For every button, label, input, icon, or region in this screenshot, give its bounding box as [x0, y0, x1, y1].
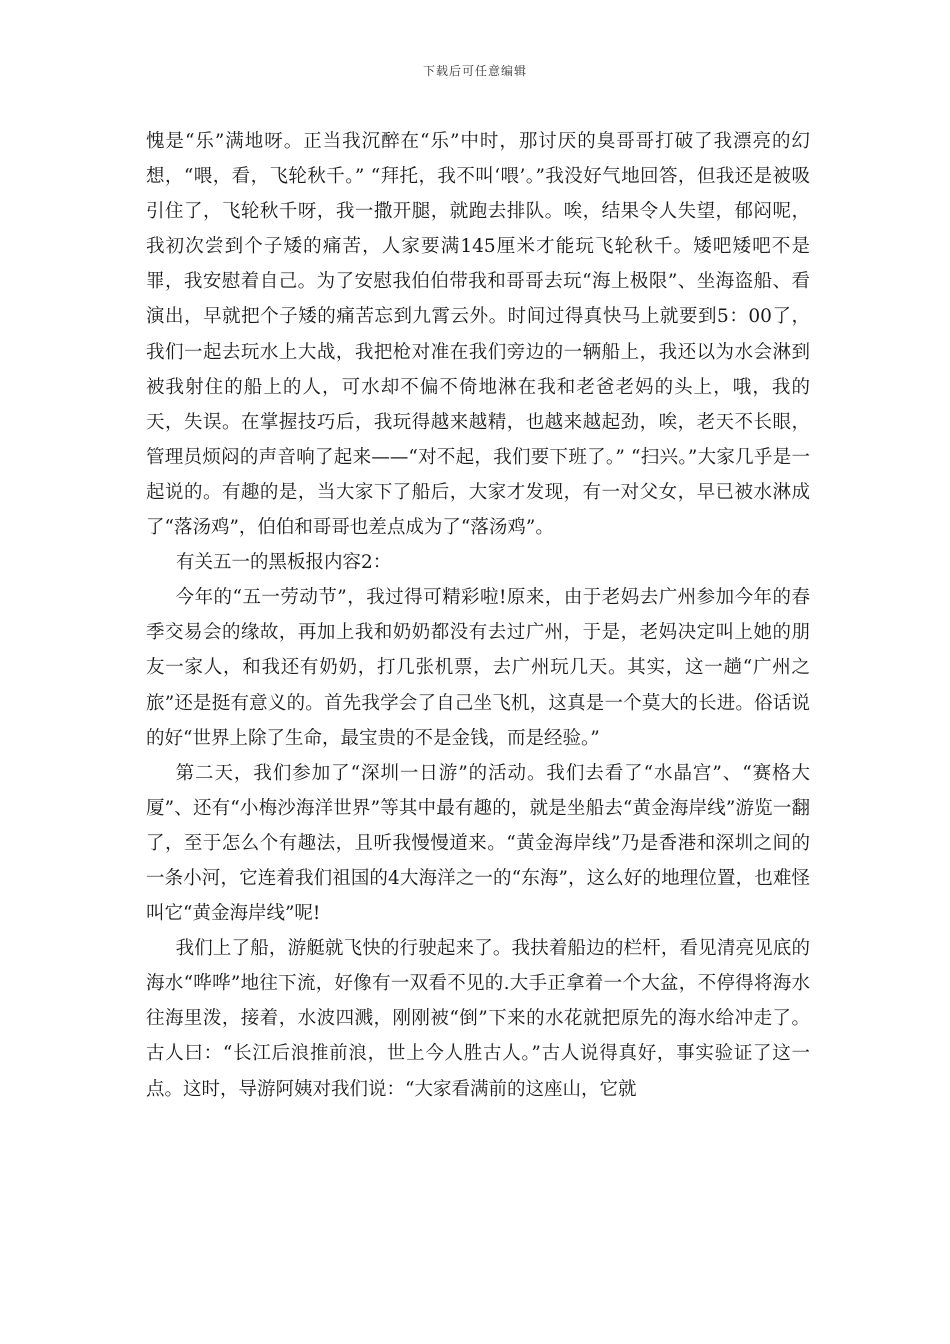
- section-heading: 有关五一的黑板报内容2：: [176, 552, 392, 574]
- page-header: 下载后可任意编辑: [422, 64, 527, 78]
- document-body: [146, 124, 810, 1107]
- paragraph-2: 今年的“五一劳动节”，我过得可精彩啦!原来，由于老妈去广州参加今年的春季交易会的缘故，再加上我和奶奶都没有去过广州，于是，老妈决定叫上她的朋友一家人，和我还有奶奶，打几张机票，去广州玩几天。其实，这一趟“广州之旅”还是挺有意义的。首先我学会了自己坐飞机，这真是一个莫大的长进。俗话说的好“世界上除了生命，最宝贵的不是金钱，而是经验。”: [146, 587, 810, 749]
- paragraph-1: 愧是“乐”满地呀。正当我沉醉在“乐”中时，那讨厌的臭哥哥打破了我漂亮的幻想，“喂，看，飞轮秋千。” “拜托，我不叫‘喂’。”我没好气地回答，但我还是被吸引住了，飞轮秋千呀，我一撒开腿，就跑去排队。唉，结果令人失望，郁闷呢，我初次尝到个子矮的痛苦，人家要满145厘米才能玩飞轮秋千。矮吧矮吧不是罪，我安慰着自己。为了安慰我伯伯带我和哥哥去玩“海上极限”、坐海盗船、看演出，早就把个子矮的痛苦忘到九霄云外。时间过得真快马上就要到5：00了，我们一起去玩水上大战，我把枪对准在我们旁边的一辆船上，我还以为水会淋到被我射住的船上的人，可水却不偏不倚地淋在我和老爸老妈的头上，哦，我的天，失误。在掌握技巧后，我玩得越来越精，也越来越起劲，唉，老天不长眼，管理员烦闷的声音响了起来——“对不起，我们要下班了。” “扫兴。”大家几乎是一起说的。有趣的是，当大家下了船后，大家才发现，有一对父女，早已被水淋成了“落汤鸡”，伯伯和哥哥也差点成为了“落汤鸡”。: [146, 131, 810, 539]
- paragraph-3: 第二天，我们参加了“深圳一日游”的活动。我们去看了“水晶宫”、“赛格大厦”、还有“小梅沙海洋世界”等其中最有趣的，就是坐船去“黄金海岸线”游览一翻了，至于怎么个有趣法，且听我慢慢道来。“黄金海岸线”乃是香港和深圳之间的一条小河，它连着我们祖国的4大海洋之一的“东海”，这么好的地理位置，也难怪叫它“黄金海岸线”呢!: [146, 762, 810, 925]
- paragraph-4: 我们上了船，游艇就飞快的行驶起来了。我扶着船边的栏杆，看见清亮见底的海水“哗哗”地往下流，好像有一双看不见的.大手正拿着一个大盆，不停得将海水往海里泼，接着，水波四溅，刚刚被“倒”下来的水花就把原先的海水给冲走了。古人曰：“长江后浪推前浪，世上今人胜古人。”古人说得真好，事实验证了这一点。这时，导游阿姨对我们说：“大家看满前的这座山，它就: [146, 938, 810, 1100]
